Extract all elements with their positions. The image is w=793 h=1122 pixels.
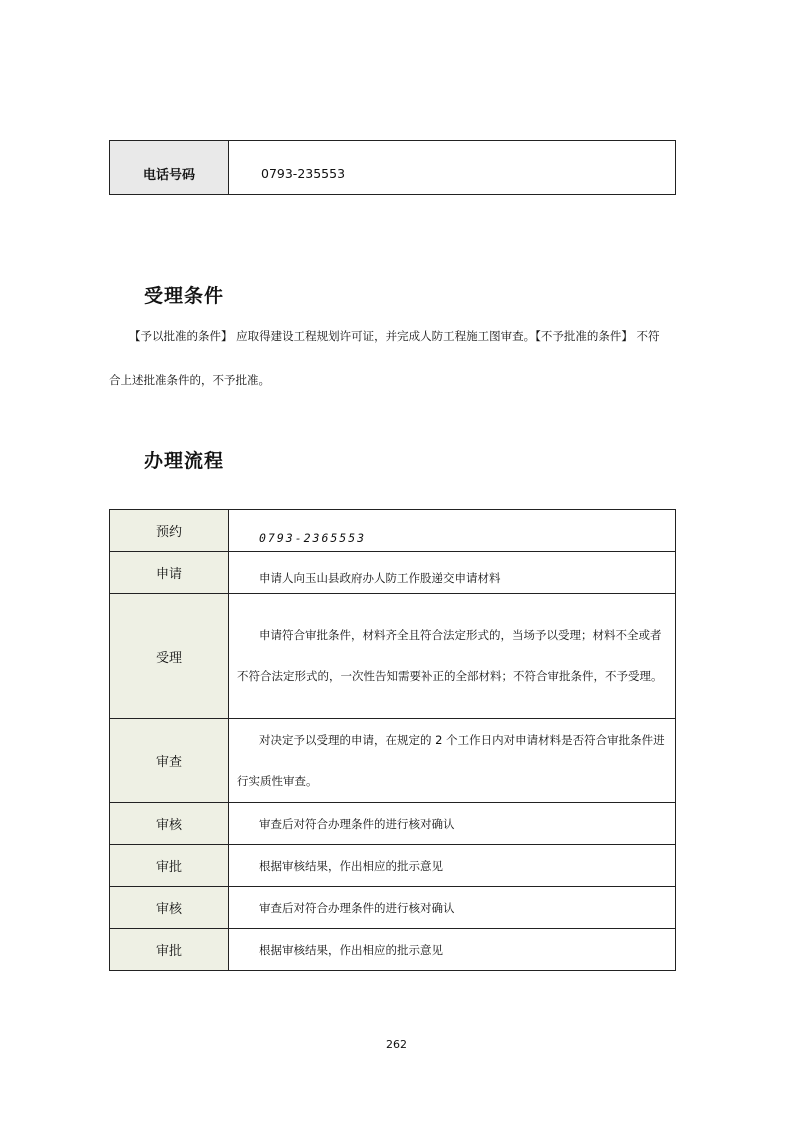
contact-table <box>109 140 676 195</box>
process-label: 受理 <box>110 594 229 719</box>
process-text: 0793-2365553 <box>229 510 676 552</box>
process-text: 根据审核结果，作出相应的批示意见 <box>229 929 676 971</box>
conditions-heading: 受理条件 <box>144 285 225 307</box>
contact-row <box>110 141 676 195</box>
process-label: 审核 <box>110 803 229 845</box>
phone-value: 0793-235553 <box>229 141 676 195</box>
process-text: 根据审核结果，作出相应的批示意见 <box>229 845 676 887</box>
process-label: 审批 <box>110 929 229 971</box>
process-label: 预约 <box>110 510 229 552</box>
conditions-line-2: 合上述批准条件的，不予批准。 <box>109 373 270 387</box>
process-text: 申请符合审批条件，材料齐全且符合法定形式的，当场予以受理；材料不全或者不符合法定形式的，一次性告知需要补正的全部材料；不符合审批条件，不予受理。 <box>229 594 676 719</box>
process-label: 审批 <box>110 845 229 887</box>
conditions-paragraph <box>109 314 699 402</box>
process-row <box>110 552 676 594</box>
page-number: 262 <box>386 1038 407 1051</box>
phone-label: 电话号码 <box>110 141 229 195</box>
conditions-line-1: 【予以批准的条件】 应取得建设工程规划许可证，并完成人防工程施工图审查。【不予批准的条件】 不符 <box>129 329 660 343</box>
process-table <box>109 509 676 971</box>
process-text: 审查后对符合办理条件的进行核对确认 <box>229 803 676 845</box>
process-row <box>110 845 676 887</box>
process-text: 对决定予以受理的申请，在规定的 2 个工作日内对申请材料是否符合审批条件进行实质性审查。 <box>229 719 676 803</box>
process-row <box>110 803 676 845</box>
process-row <box>110 929 676 971</box>
process-label: 审核 <box>110 887 229 929</box>
process-label: 审查 <box>110 719 229 803</box>
process-row <box>110 887 676 929</box>
process-heading: 办理流程 <box>144 450 225 472</box>
process-text: 申请人向玉山县政府办人防工作股递交申请材料 <box>229 552 676 594</box>
process-text: 审查后对符合办理条件的进行核对确认 <box>229 887 676 929</box>
process-row <box>110 594 676 719</box>
process-row <box>110 719 676 803</box>
process-row <box>110 510 676 552</box>
process-label: 申请 <box>110 552 229 594</box>
